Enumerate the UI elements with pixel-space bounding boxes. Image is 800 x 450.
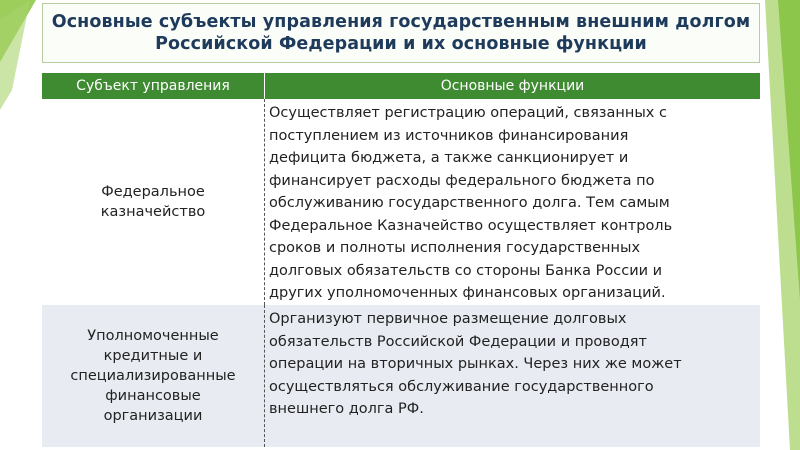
- function-line: финансирует расходы федерального бюджета по: [269, 172, 655, 189]
- function-line: Федеральное Казначейство осуществляет контроль: [269, 217, 673, 234]
- function-line: обслуживанию государственного долга. Тем самым: [269, 195, 670, 211]
- column-header-subject: Субъект управления: [42, 73, 264, 99]
- function-line: других уполномоченных финансовых организаций.: [269, 285, 666, 301]
- table-row-2-functions: [264, 305, 760, 447]
- slide-title-line-2: Российской Федерации и их основные функции: [155, 34, 647, 54]
- subject-line: организации: [103, 408, 203, 424]
- function-line: Осуществляет регистрацию операций, связанных с: [269, 105, 667, 121]
- function-line: долговых обязательств со стороны Банка России и: [269, 262, 663, 279]
- functions-table: [42, 73, 760, 447]
- table-row-2-subject: [42, 305, 264, 447]
- function-line: операции на вторичных рынках. Через них же может: [269, 356, 682, 372]
- subject-line: кредитные и: [103, 348, 203, 364]
- subject-line: казначейство: [100, 204, 206, 220]
- function-line: дефицита бюджета, а также санкционирует и: [269, 150, 629, 166]
- subject-line: финансовые: [105, 388, 201, 404]
- function-line: обязательств Российской Федерации и проводят: [269, 333, 647, 350]
- function-line: внешнего долга РФ.: [269, 401, 424, 417]
- table-row-1-functions: [264, 99, 760, 305]
- subject-line: Уполномоченные: [87, 328, 219, 344]
- function-line: Организуют первичное размещение долговых: [269, 311, 627, 327]
- function-line: осуществляться обслуживание государственного: [269, 378, 654, 395]
- table-row-1-subject: [42, 99, 264, 305]
- column-header-functions: Основные функции: [264, 73, 760, 99]
- subject-line: Федеральное: [101, 184, 205, 200]
- function-line: поступлением из источников финансирования: [269, 127, 629, 144]
- slide-title: [42, 3, 760, 63]
- subject-line: специализированные: [70, 368, 236, 384]
- function-line: сроков и полноты исполнения государственных: [269, 240, 641, 256]
- slide-title-line-1: Основные субъекты управления государственным внешним долгом: [51, 12, 751, 32]
